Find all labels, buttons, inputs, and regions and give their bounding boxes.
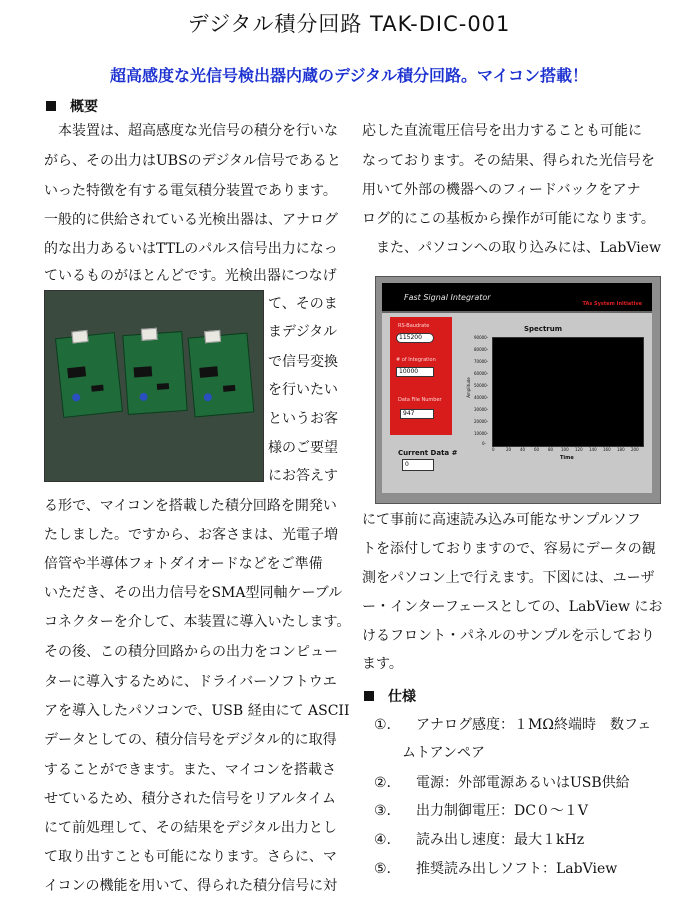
current-data-indicator: 0 bbox=[402, 459, 434, 471]
specs-heading-label: 仕様 bbox=[388, 689, 416, 705]
overview-right-line: ます。 bbox=[362, 656, 403, 672]
overview-right-line: にて事前に高速読み込み可能なサンプルソフ bbox=[362, 512, 641, 528]
overview-left-line: イコンの機能を用いて、得られた積分信号に対 bbox=[44, 878, 338, 894]
labview-control-box bbox=[390, 317, 452, 435]
square-bullet-icon bbox=[364, 691, 374, 701]
spec-text: ムトアンペア bbox=[402, 745, 486, 761]
spec-text: 推奨読み出しソフト：LabView bbox=[416, 861, 618, 877]
overview-left-line: することができます。また、マイコンを搭載さ bbox=[44, 762, 337, 778]
x-tick: 140 bbox=[589, 447, 597, 452]
integration-field[interactable]: 10000 bbox=[396, 367, 434, 377]
y-tick: 0- bbox=[482, 441, 486, 446]
overview-left-line: 的な出力あるいはTTLのパルス信号出力になっ bbox=[44, 241, 338, 257]
board-illustration bbox=[55, 332, 123, 418]
y-axis-label: Amplitude bbox=[465, 377, 471, 398]
overview-left-line: て取り出すことも可能になります。さらに、マ bbox=[44, 849, 337, 865]
overview-left-line: その後、この積分回路からの出力をコンピュー bbox=[44, 644, 338, 660]
labview-front-panel bbox=[375, 276, 661, 504]
overview-left-line: ターに導入するために、ドライバーソフトウエ bbox=[44, 674, 337, 690]
x-tick: 180 bbox=[617, 447, 625, 452]
spec-number: ⑤. bbox=[374, 861, 392, 877]
x-tick: 160 bbox=[603, 447, 611, 452]
page-subtitle: 超高感度な光信号検出器内蔵のデジタル積分回路。マイコン搭載！ bbox=[109, 66, 589, 85]
x-tick: 120 bbox=[575, 447, 583, 452]
labview-brand: TAs System Initiative bbox=[582, 301, 642, 307]
spec-item bbox=[374, 772, 630, 792]
specs-heading bbox=[364, 686, 416, 706]
spec-text: アナログ感度：１MΩ終端時 数フェ bbox=[416, 717, 652, 733]
y-tick: 90000- bbox=[474, 335, 489, 340]
spec-item bbox=[374, 714, 651, 734]
board-illustration bbox=[188, 333, 255, 418]
y-tick: 30000- bbox=[474, 407, 489, 412]
overview-right-line: ー・インターフェースとしての、LabView にお bbox=[362, 599, 663, 615]
overview-wrap-line: 様のご要望 bbox=[268, 440, 338, 456]
overview-left-line: いただき、その出力信号をSMA型同軸ケーブル bbox=[44, 585, 343, 601]
y-tick: 60000- bbox=[474, 371, 489, 376]
data-file-number-label: Data File Number bbox=[398, 397, 442, 403]
overview-left-line: たしました。ですから、お客さまは、光電子増 bbox=[44, 527, 338, 543]
x-tick: 20 bbox=[506, 447, 512, 452]
labview-header bbox=[382, 283, 652, 313]
spec-item bbox=[374, 742, 485, 762]
overview-right-line: ログ的にこの基板から操作が可能になります。 bbox=[362, 211, 655, 227]
overview-left-line: 一般的に供給されている光検出器は、アナログ bbox=[44, 212, 338, 228]
current-data-label: Current Data # bbox=[398, 449, 458, 457]
spec-number: ③. bbox=[374, 803, 392, 819]
spec-number: ①. bbox=[374, 717, 392, 733]
page-title: デジタル積分回路 TAK-DIC-001 bbox=[187, 12, 511, 36]
board-illustration bbox=[122, 331, 187, 415]
spectrum-plot-area bbox=[492, 337, 644, 447]
x-tick: 80 bbox=[548, 447, 554, 452]
overview-wrap-line: にお答えす bbox=[268, 468, 338, 484]
overview-heading bbox=[46, 96, 98, 116]
circuit-board-photo bbox=[44, 290, 264, 482]
spec-text: 出力制御電圧：DC０～１V bbox=[416, 803, 589, 819]
y-tick: 40000- bbox=[474, 395, 489, 400]
overview-left-line: る形で、マイコンを搭載した積分回路を開発い bbox=[44, 498, 337, 514]
spectrum-plot-title: Spectrum bbox=[524, 325, 563, 333]
overview-left-line: せているため、積分された信号をリアルタイム bbox=[44, 791, 337, 807]
overview-wrap-line: というお客 bbox=[268, 411, 338, 427]
overview-left-line: がら、その出力はUBSのデジタル信号であると bbox=[44, 153, 341, 169]
overview-wrap-line: で信号変換 bbox=[268, 354, 338, 370]
spec-item bbox=[374, 800, 588, 820]
overview-right-line: 応した直流電圧信号を出力することも可能に bbox=[362, 123, 642, 139]
overview-left-line: ているものがほとんどです。光検出器につなげ bbox=[44, 268, 337, 284]
spec-number: ④. bbox=[374, 832, 392, 848]
square-bullet-icon bbox=[46, 101, 56, 111]
x-tick: 200 bbox=[631, 447, 639, 452]
overview-left-line: アを導入したパソコンで、USB 経由にて ASCII bbox=[44, 703, 350, 719]
overview-wrap-line: まデジタル bbox=[268, 324, 338, 340]
overview-wrap-line: を行いたい bbox=[268, 382, 338, 398]
spec-text: 電源：外部電源あるいはUSB供給 bbox=[416, 775, 630, 791]
overview-left-line: 倍管や半導体フォトダイオードなどをご準備 bbox=[44, 556, 323, 572]
overview-left-line: データとしての、積分信号をデジタル的に取得 bbox=[44, 732, 337, 748]
overview-wrap-line: て、そのま bbox=[268, 296, 338, 312]
spec-text: 読み出し速度：最大１kHz bbox=[416, 832, 585, 848]
spec-item bbox=[374, 858, 617, 878]
integration-label: # of Integration bbox=[396, 357, 436, 363]
overview-left-line: いった特徴を有する電気積分装置であります。 bbox=[44, 183, 337, 199]
x-tick: 100 bbox=[561, 447, 569, 452]
y-tick: 50000- bbox=[474, 383, 489, 388]
y-tick: 80000- bbox=[474, 347, 489, 352]
overview-left-line: 本装置は、超高感度な光信号の積分を行いな bbox=[44, 123, 338, 139]
labview-title: Fast Signal Integrator bbox=[404, 293, 491, 302]
overview-right-line: 測をパソコン上で行えます。下図には、ユーザ bbox=[362, 570, 655, 586]
rs-baudrate-label: RS-Baudrate bbox=[398, 323, 430, 329]
overview-heading-label: 概要 bbox=[70, 99, 98, 115]
x-tick: 0 bbox=[492, 447, 495, 452]
x-axis-label: Time bbox=[560, 455, 574, 461]
rs-baudrate-field[interactable]: 115200 bbox=[396, 333, 434, 343]
y-tick: 20000- bbox=[474, 419, 489, 424]
overview-left-line: コネクターを介して、本装置に導入いたします。 bbox=[44, 614, 351, 630]
overview-right-line: また、パソコンへの取り込みには、LabView bbox=[362, 240, 661, 256]
spec-item bbox=[374, 829, 584, 849]
data-file-number-field[interactable]: 947 bbox=[400, 409, 434, 419]
overview-left-line: にて前処理して、その結果をデジタル出力とし bbox=[44, 820, 337, 836]
overview-right-line: トを添付しておりますので、容易にデータの観 bbox=[362, 541, 656, 557]
overview-right-line: 用いて外部の機器へのフィードバックをアナ bbox=[362, 182, 641, 198]
x-tick: 60 bbox=[534, 447, 540, 452]
y-tick: 70000- bbox=[474, 359, 489, 364]
spec-number: ②. bbox=[374, 775, 392, 791]
x-tick: 40 bbox=[520, 447, 526, 452]
overview-right-line: なっております。その結果、得られた光信号を bbox=[362, 153, 655, 169]
overview-right-line: けるフロント・パネルのサンプルを示しており bbox=[362, 628, 655, 644]
y-tick: 10000- bbox=[474, 431, 489, 436]
